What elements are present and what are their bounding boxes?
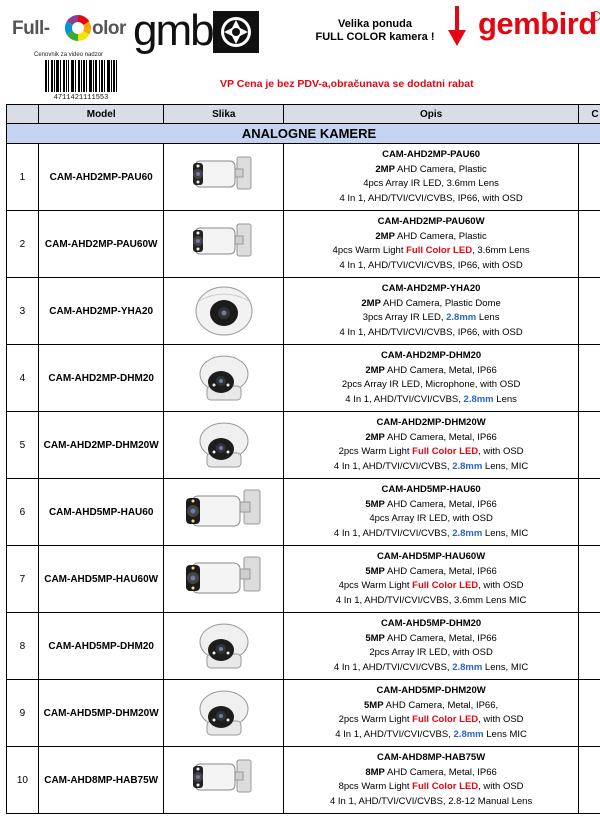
price-table [6,104,600,814]
table-row [6,747,600,814]
desc-segment: Lens, MIC [482,460,529,472]
registered-icon [591,11,600,21]
row-number: 7 [7,546,39,612]
desc-title [377,550,485,565]
row-image [164,345,284,411]
fullcolor-logo-left: Full- [12,18,50,39]
offer-line-1: Velika ponuda [338,18,412,30]
row-description [284,211,579,277]
desc-segment: CAM-AHD2MP-PAU60 [382,149,481,160]
row-image [164,747,284,813]
category-title: ANALOGNE KAMERE [241,126,377,141]
desc-segment: 4 In 1, AHD/TVI/CVI/CVBS, [345,393,464,405]
fullcolor-logo [12,12,126,52]
desc-title [381,483,480,498]
desc-segment: 3pcs Array IR LED, [362,312,447,323]
desc-segment: CAM-AHD5MP-DHM20 [380,618,482,629]
desc-segment: , 3.6mm Lens [472,245,530,256]
row-image [164,680,284,746]
table-row [6,546,600,613]
desc-line [339,259,522,274]
desc-line [339,780,524,795]
desc-segment: 2.8mm [463,393,494,405]
row-description [284,278,579,344]
desc-line [375,230,486,245]
desc-segment: 5MP [364,699,384,711]
camera-image [189,687,259,739]
desc-segment: , with OSD [478,580,524,591]
desc-segment: CAM-AHD2MP-DHM20 [380,350,482,361]
desc-segment: 2MP [375,163,395,175]
desc-segment: AHD Camera, Plastic [394,163,487,175]
desc-segment: 4pcs Array IR LED, 3.6mm Lens [363,178,499,189]
table-row [6,479,600,546]
row-extra [579,144,600,210]
desc-segment: 4 In 1, AHD/TVI/CVI/CVBS, [335,728,454,740]
table-row [6,613,600,680]
desc-segment: , with OSD [478,446,524,457]
desc-segment: 4 In 1, AHD/TVI/CVI/CVBS, [333,527,453,539]
color-wheel-icon [64,14,92,42]
desc-title [382,148,480,163]
row-description [284,747,579,813]
row-description [284,680,579,746]
desc-title [381,617,481,632]
desc-line [333,244,530,259]
row-description [284,613,579,679]
row-image [164,144,284,210]
page-header [0,0,600,100]
row-number: 8 [7,613,39,679]
camera-image [189,285,259,337]
desc-segment: CAM-AHD2MP-PAU60W [377,216,485,227]
table-body [6,144,600,814]
desc-line [345,393,517,408]
table-row [6,412,600,479]
row-description [284,412,579,478]
desc-segment: AHD Camera, Metal, IP66 [384,632,497,644]
row-description [284,144,579,210]
desc-line [339,579,524,594]
row-model: CAM-AHD5MP-HAU60 [39,479,165,545]
desc-segment: CAM-AHD5MP-HAU60 [381,484,481,495]
desc-segment: 2MP [375,230,395,242]
desc-segment: AHD Camera, Metal, IP66 [384,431,497,443]
desc-segment: AHD Camera, Metal, IP66, [383,699,499,711]
desc-line [336,594,527,609]
desc-title [376,684,485,699]
desc-segment: CAM-AHD8MP-HAB75W [376,752,486,763]
desc-line [334,460,528,475]
row-extra [579,412,600,478]
desc-segment: 4 In 1, AHD/TVI/CVI/CVBS, [333,460,453,472]
desc-line [375,163,486,178]
row-image [164,412,284,478]
camera-image [189,352,259,404]
desc-line [365,632,496,647]
gmb-logo-text: gmb [133,6,213,55]
desc-segment: 2pcs Array IR LED, with OSD [369,647,493,658]
camera-image [182,486,266,538]
row-number: 10 [7,747,39,813]
desc-segment: , with OSD [478,781,524,792]
table-row [6,680,600,747]
desc-segment: 4 In 1, AHD/TVI/CVI/CVBS, IP66, with OSD [339,192,523,204]
desc-segment: Lens [493,393,517,405]
camera-image [189,419,259,471]
row-extra [579,613,600,679]
row-image [164,278,284,344]
desc-line [369,512,493,527]
col-header-model: Model [39,105,165,123]
desc-line [339,445,524,460]
table-row [6,345,600,412]
row-description [284,345,579,411]
arrow-down-icon [445,4,469,48]
desc-segment: 4pcs Array IR LED, with OSD [369,513,493,524]
row-model: CAM-AHD2MP-PAU60 [39,144,165,210]
desc-segment: CAM-AHD2MP-DHM20W [376,417,486,428]
desc-line [339,192,522,207]
desc-title [376,416,485,431]
desc-title [377,751,485,766]
desc-segment: 2MP [365,431,385,443]
desc-line [365,431,496,446]
desc-segment: Lens, MIC [482,661,529,673]
col-header-number [7,105,39,123]
desc-segment: CAM-AHD5MP-DHM20W [376,685,486,696]
desc-line [365,364,496,379]
row-description [284,546,579,612]
gembird-logo: gembird [478,6,597,41]
camera-image [189,620,259,672]
table-header-row [6,104,600,124]
desc-segment: 4 In 1, AHD/TVI/CVI/CVBS, IP66, with OSD [339,326,523,338]
offer-line-2: FULL COLOR kamera ! [315,31,435,43]
row-number: 5 [7,412,39,478]
row-number: 9 [7,680,39,746]
row-extra [579,479,600,545]
table-row [6,211,600,278]
desc-segment: 8pcs Warm Light [338,781,413,792]
barcode-image [45,60,117,92]
desc-segment: Lens [476,312,500,323]
desc-segment: 2MP [361,297,381,309]
row-model: CAM-AHD2MP-DHM20 [39,345,165,411]
desc-line [364,699,498,714]
desc-segment: Lens, MIC [482,527,529,539]
col-header-extra: C [591,108,599,120]
fullcolor-subtitle: Cenovnik za video nadzor [34,52,104,58]
desc-segment: AHD Camera, Metal, IP66 [384,364,497,376]
fullcolor-logo-right: olor [92,18,126,39]
desc-segment: 2pcs Array IR LED, Microphone, with OSD [341,379,521,390]
desc-segment: Full Color LED [412,714,479,725]
row-number: 4 [7,345,39,411]
camera-image [189,218,259,270]
row-extra [579,345,600,411]
desc-line [365,565,496,580]
desc-segment: 2.8mm [452,527,483,539]
row-model: CAM-AHD2MP-DHM20W [39,412,165,478]
desc-segment: Full Color LED [412,781,479,792]
desc-segment: 2.8mm [452,661,483,673]
desc-line [363,177,499,192]
desc-line [330,795,532,810]
desc-segment: 2.8mm [452,460,483,472]
desc-segment: 4 In 1, AHD/TVI/CVI/CVBS, [333,661,453,673]
row-number: 1 [7,144,39,210]
desc-segment: AHD Camera, Metal, IP66 [384,498,497,510]
desc-segment: 5MP [365,632,385,644]
camera-image [189,754,259,806]
desc-segment: 4pcs Warm Light [338,580,413,591]
desc-segment: 2.8mm [453,728,484,740]
row-extra [579,278,600,344]
row-extra [579,680,600,746]
col-header-image: Slika [164,105,284,123]
desc-title [382,282,481,297]
desc-line [363,311,500,326]
row-extra [579,211,600,277]
desc-segment: 2.8mm [446,312,477,323]
row-model: CAM-AHD8MP-HAB75W [39,747,165,813]
table-row [6,144,600,211]
desc-line [334,661,528,676]
row-number: 3 [7,278,39,344]
desc-segment: 5MP [365,565,385,577]
desc-segment: 2pcs Warm Light [338,714,413,725]
desc-segment: 4 In 1, AHD/TVI/CVI/CVBS, 3.6mm Lens MIC [335,594,527,606]
desc-segment: AHD Camera, Plastic Dome [380,297,501,309]
row-image [164,546,284,612]
row-description [284,479,579,545]
desc-title [381,349,481,364]
desc-segment: AHD Camera, Metal, IP66 [384,766,497,778]
desc-segment: 8MP [365,766,385,778]
row-model: CAM-AHD5MP-DHM20 [39,613,165,679]
row-extra [579,747,600,813]
desc-segment: 2MP [365,364,385,376]
desc-line [335,728,527,743]
row-model: CAM-AHD2MP-PAU60W [39,211,165,277]
desc-segment: 4 In 1, AHD/TVI/CVI/CVBS, IP66, with OSD [339,259,523,271]
desc-segment: AHD Camera, Plastic [394,230,487,242]
desc-segment: 2pcs Warm Light [338,446,413,457]
desc-line [342,378,520,393]
offer-text [300,18,450,44]
camera-aperture-icon [212,10,260,54]
desc-segment: CAM-AHD5MP-HAU60W [376,551,486,562]
desc-segment: AHD Camera, Metal, IP66 [384,565,497,577]
desc-segment: Full Color LED [412,580,479,591]
vp-price-note: VP Cena je bez PDV-a,obračunava se dodatni rabat [220,78,474,90]
camera-image [182,553,266,605]
row-number: 2 [7,211,39,277]
desc-line [365,498,496,513]
row-image [164,211,284,277]
desc-line [339,326,522,341]
desc-line [334,527,528,542]
desc-line [361,297,500,312]
row-image [164,479,284,545]
row-model: CAM-AHD5MP-DHM20W [39,680,165,746]
desc-title [378,215,485,230]
desc-segment: 5MP [365,498,385,510]
row-extra [579,546,600,612]
category-row [6,124,600,144]
row-number: 6 [7,479,39,545]
row-model: CAM-AHD2MP-YHA20 [39,278,165,344]
col-header-desc: Opis [284,105,579,123]
barcode-number: 4711421111553 [53,94,109,102]
row-image [164,613,284,679]
desc-segment: 4pcs Warm Light [332,245,407,256]
desc-segment: CAM-AHD2MP-YHA20 [381,283,481,294]
desc-segment: Full Color LED [412,446,479,457]
desc-line [365,766,496,781]
table-row [6,278,600,345]
desc-line [369,646,493,661]
desc-segment: 4 In 1, AHD/TVI/CVI/CVBS, 2.8-12 Manual Lens [329,795,533,807]
row-model: CAM-AHD5MP-HAU60W [39,546,165,612]
desc-line [339,713,524,728]
desc-segment: Full Color LED [406,245,473,256]
desc-segment: , with OSD [478,714,524,725]
desc-segment: Lens MIC [483,728,527,740]
camera-image [189,151,259,203]
